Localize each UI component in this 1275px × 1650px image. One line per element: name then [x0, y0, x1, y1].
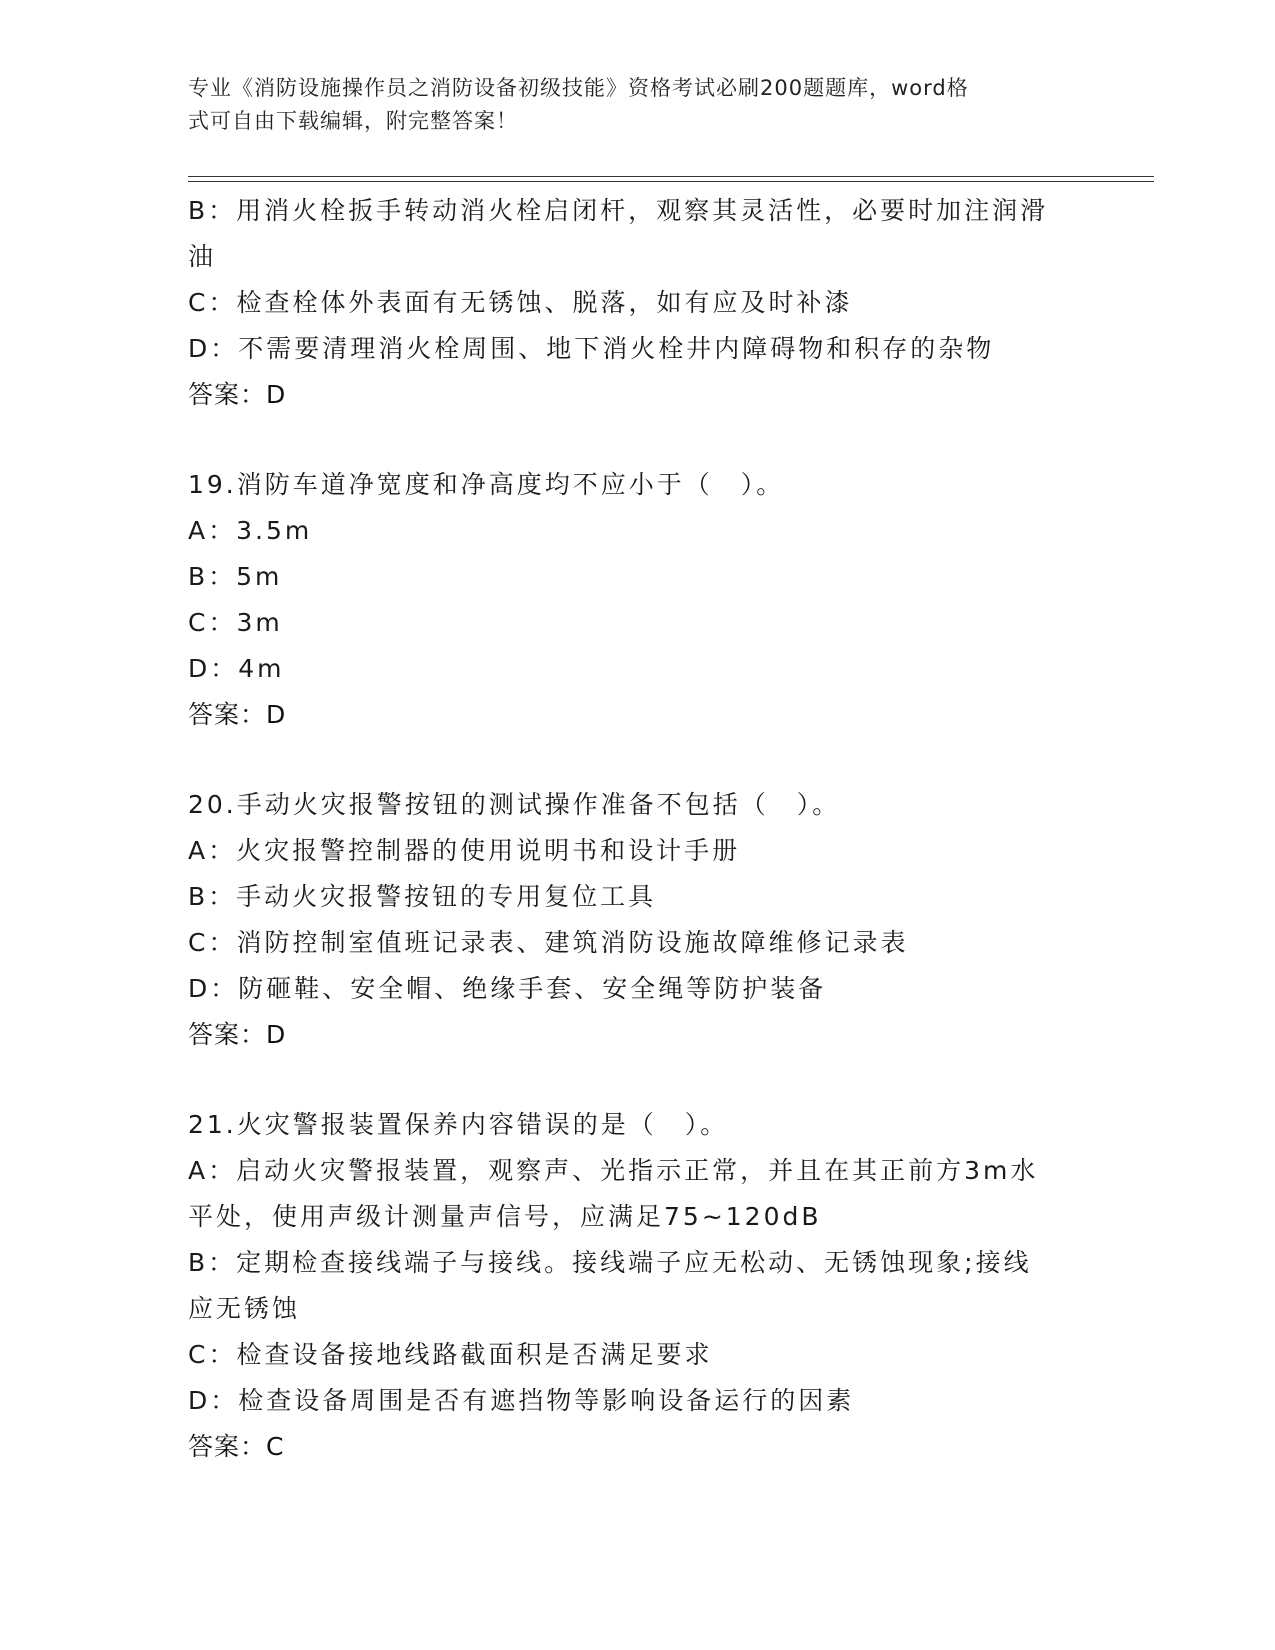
answer-label: 答案：	[188, 1020, 267, 1049]
question-20	[188, 782, 1088, 1058]
option-a: A：火灾报警控制器的使用说明书和设计手册	[188, 836, 741, 865]
answer-value: D	[266, 380, 287, 409]
header-line-1: 专业《消防设施操作员之消防设备初级技能》资格考试必刷200题题库，word格	[188, 76, 969, 100]
option-a-line-2: 平处，使用声级计测量声信号，应满足75~120dB	[188, 1202, 822, 1231]
option-c: C：检查设备接地线路截面积是否满足要求	[188, 1340, 713, 1369]
answer-value: D	[266, 1020, 287, 1049]
answer-line	[188, 1012, 1088, 1058]
header-line-2: 式可自由下载编辑，附完整答案！	[188, 109, 518, 133]
answer-value: C	[266, 1432, 285, 1461]
header-divider-bottom	[188, 181, 1154, 182]
question-18-continued	[188, 188, 1088, 418]
answer-line	[188, 692, 1088, 738]
question-21	[188, 1102, 1088, 1470]
answer-value: D	[266, 700, 287, 729]
option-b: B：手动火灾报警按钮的专用复位工具	[188, 882, 657, 911]
document-header	[188, 72, 1068, 138]
header-divider-top	[188, 176, 1154, 177]
option-b-line-1: B：定期检查接线端子与接线。接线端子应无松动、无锈蚀现象;接线	[188, 1248, 1032, 1277]
option-b-line-1: B：用消火栓扳手转动消火栓启闭杆，观察其灵活性，必要时加注润滑	[188, 196, 1049, 225]
answer-line	[188, 372, 1088, 418]
option-b-line-2: 应无锈蚀	[188, 1294, 301, 1323]
question-content	[188, 188, 1088, 1470]
answer-label: 答案：	[188, 1432, 267, 1461]
option-b-line-2: 油	[188, 242, 217, 271]
question-text: 21.火灾警报装置保养内容错误的是（ ）。	[188, 1110, 729, 1139]
question-19	[188, 462, 1088, 738]
answer-label: 答案：	[188, 380, 267, 409]
option-b: B：5m	[188, 562, 283, 591]
option-c: C：消防控制室值班记录表、建筑消防设施故障维修记录表	[188, 928, 909, 957]
option-d: D：防砸鞋、安全帽、绝缘手套、安全绳等防护装备	[188, 974, 827, 1003]
option-c: C：3m	[188, 608, 283, 637]
question-text: 20.手动火灾报警按钮的测试操作准备不包括（ ）。	[188, 790, 841, 819]
option-a: A：3.5m	[188, 516, 313, 545]
question-text: 19.消防车道净宽度和净高度均不应小于（ ）。	[188, 470, 785, 499]
option-c: C：检查栓体外表面有无锈蚀、脱落，如有应及时补漆	[188, 288, 853, 317]
option-d: D：4m	[188, 654, 285, 683]
answer-line	[188, 1424, 1088, 1470]
option-a-line-1: A：启动火灾警报装置，观察声、光指示正常，并且在其正前方3m水	[188, 1156, 1039, 1185]
option-d: D：检查设备周围是否有遮挡物等影响设备运行的因素	[188, 1386, 855, 1415]
option-d: D：不需要清理消火栓周围、地下消火栓井内障碍物和积存的杂物	[188, 334, 995, 363]
answer-label: 答案：	[188, 700, 267, 729]
